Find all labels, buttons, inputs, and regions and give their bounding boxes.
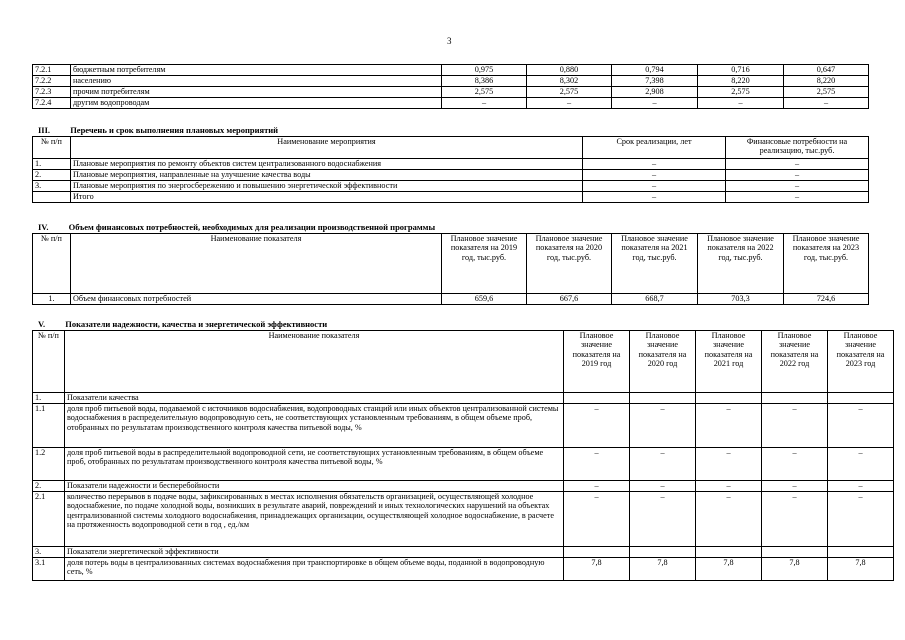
row-value: – [828,481,894,492]
table-row [33,492,894,547]
section4-heading [38,223,435,233]
table-row [33,404,894,448]
row-value: – [564,481,630,492]
row-name: доля потерь воды в централизованных системах водоснабжения при транспортировке в общем объеме воды, поданной в водопроводную сеть, % [65,558,564,581]
row-value: – [696,481,762,492]
s5-header: Плановое значение показателя на 2021 год [696,331,762,393]
table-row [33,76,869,87]
row-value: – [828,404,894,448]
row-value: 724,6 [784,294,869,305]
row-term: – [583,159,726,170]
row-value [762,547,828,558]
row-name: Показатели качества [65,393,564,404]
s5-header: Плановое значение показателя на 2020 год [630,331,696,393]
row-name: Показатели надежности и бесперебойности [65,481,564,492]
row-value: 668,7 [612,294,698,305]
row-value: 2,908 [612,87,698,98]
row-term: – [583,181,726,192]
s3-header-fin: Финансовые потребности на реализацию, тыс.руб. [726,137,869,159]
row-value: – [630,481,696,492]
row-value: – [698,98,784,109]
row-value: – [630,404,696,448]
row-value [828,393,894,404]
table-row [33,170,869,181]
row-value: – [612,98,698,109]
row-value: 659,6 [442,294,527,305]
row-term: – [583,192,726,203]
row-value: – [696,404,762,448]
row-number: 2. [33,170,71,181]
table-row [33,547,894,558]
row-number: 7.2.3 [33,87,71,98]
table-row [33,393,894,404]
row-number: 7.2.4 [33,98,71,109]
section5-heading [38,320,327,330]
s4-header: Наименование показателя [71,234,442,294]
row-value [696,393,762,404]
row-value: – [564,448,630,481]
row-number: 2.1 [33,492,65,547]
row-value: 2,575 [698,87,784,98]
row-name: прочим потребителям [71,87,442,98]
row-value: 8,220 [698,76,784,87]
row-name: количество перерывов в подаче воды, зафиксированных в местах исполнения обязательств организацией, осуществляющей холодное водоснабжение, по подаче холодной воды, возникших в результате аварий, повреждений и иных технологических нарушений на объектах централизованной системы холодного водоснабжения, принадлежащих организации, осуществляющей холодное водоснабжение, в расчете на протяженность водопроводной сети в год , ед./км [65,492,564,547]
row-number [33,192,71,203]
row-value: – [442,98,527,109]
row-value: 0,716 [698,65,784,76]
row-name: Показатели энергетической эффективности [65,547,564,558]
row-value: 7,8 [564,558,630,581]
row-value: – [696,492,762,547]
row-name: Итого [71,192,583,203]
top-table [32,64,869,109]
row-value: 0,975 [442,65,527,76]
section3-title: Перечень и срок выполнения плановых мероприятий [70,125,279,135]
row-value: – [828,492,894,547]
row-value: 8,302 [527,76,612,87]
row-number: 7.2.1 [33,65,71,76]
row-name: бюджетным потребителям [71,65,442,76]
row-value [564,393,630,404]
row-value [630,547,696,558]
row-name: Плановые мероприятия, направленные на улучшение качества воды [71,170,583,181]
row-value: – [784,98,869,109]
row-finance: – [726,181,869,192]
page-number: 3 [447,36,452,46]
row-value: 7,8 [630,558,696,581]
row-value: 7,8 [828,558,894,581]
s5-header: Плановое значение показателя на 2019 год [564,331,630,393]
table-row [33,87,869,98]
table-row [33,98,869,109]
row-finance: – [726,159,869,170]
s4-header: Плановое значение показателя на 2019 год, тыс.руб. [442,234,527,294]
table-row [33,294,869,305]
section5-title: Показатели надежности, качества и энергетической эффективности [65,319,328,329]
row-name: населению [71,76,442,87]
section3-roman: III. [38,125,51,135]
row-value: 2,575 [527,87,612,98]
row-name: Плановые мероприятия по ремонту объектов систем централизованного водоснабжения [71,159,583,170]
s4-header: Плановое значение показателя на 2023 год, тыс.руб. [784,234,869,294]
row-value: – [828,448,894,481]
row-number: 1. [33,294,71,305]
s3-header-name: Наименование мероприятия [71,137,583,159]
row-value: – [762,481,828,492]
row-value [762,393,828,404]
section4-table [32,233,869,305]
row-number: 3.1 [33,558,65,581]
row-term: – [583,170,726,181]
row-value: – [527,98,612,109]
s3-header-num: № п/п [33,137,71,159]
row-value: 7,8 [696,558,762,581]
row-value [696,547,762,558]
s4-header: № п/п [33,234,71,294]
row-value: 0,647 [784,65,869,76]
table-row [33,181,869,192]
table-row [33,65,869,76]
s5-header: Наименование показателя [65,331,564,393]
s4-header: Плановое значение показателя на 2022 год, тыс.руб. [698,234,784,294]
row-value: 2,575 [442,87,527,98]
row-value: 8,220 [784,76,869,87]
row-number: 3. [33,547,65,558]
s4-header: Плановое значение показателя на 2021 год, тыс.руб. [612,234,698,294]
row-value: – [564,492,630,547]
row-value: 8,386 [442,76,527,87]
table-row [33,448,894,481]
row-value: – [564,404,630,448]
row-value: – [630,448,696,481]
row-number: 7.2.2 [33,76,71,87]
s5-header: № п/п [33,331,65,393]
row-value [630,393,696,404]
row-name: доля проб питьевой воды, подаваемой с источников водоснабжения, водопроводных станций или иных объектов централизованной системы водоснабжения в распределительную водопроводную сеть, не соответствующих установленным требованиям, в общем объеме проб, отобранных по результатам производственного контроля качества питьевой воды, % [65,404,564,448]
row-value: – [762,492,828,547]
s5-header: Плановое значение показателя на 2023 год [828,331,894,393]
row-number: 2. [33,481,65,492]
s4-header: Плановое значение показателя на 2020 год, тыс.руб. [527,234,612,294]
section5-roman: V. [38,319,46,329]
s3-header-term: Срок реализации, лет [583,137,726,159]
row-value: – [630,492,696,547]
row-value: 7,398 [612,76,698,87]
row-value: 0,794 [612,65,698,76]
row-value [828,547,894,558]
s5-header: Плановое значение показателя на 2022 год [762,331,828,393]
row-value: 667,6 [527,294,612,305]
row-number: 3. [33,181,71,192]
section3-table [32,136,869,203]
row-finance: – [726,192,869,203]
row-name: доля проб питьевой воды в распределительной водопроводной сети, не соответствующих установленным требованиям, в общем объеме проб, отобранных по результатам производственного контроля качества питьевой воды, % [65,448,564,481]
row-number: 1.2 [33,448,65,481]
section4-roman: IV. [38,222,49,232]
row-value: 7,8 [762,558,828,581]
table-row [33,159,869,170]
table-row [33,558,894,581]
row-number: 1.1 [33,404,65,448]
row-value: 2,575 [784,87,869,98]
table-row [33,481,894,492]
row-value [564,547,630,558]
row-value: – [762,448,828,481]
row-number: 1. [33,159,71,170]
row-value: 0,880 [527,65,612,76]
section5-table [32,330,894,581]
row-value: 703,3 [698,294,784,305]
row-value: – [696,448,762,481]
row-name: Объем финансовых потребностей [71,294,442,305]
row-value: – [762,404,828,448]
row-name: Плановые мероприятия по энергосбережению и повышению энергетической эффективности [71,181,583,192]
row-finance: – [726,170,869,181]
row-name: другим водопроводам [71,98,442,109]
table-row [33,192,869,203]
section3-heading [38,126,278,136]
row-number: 1. [33,393,65,404]
section4-title: Объем финансовых потребностей, необходимых для реализации производственной программы [68,222,436,232]
